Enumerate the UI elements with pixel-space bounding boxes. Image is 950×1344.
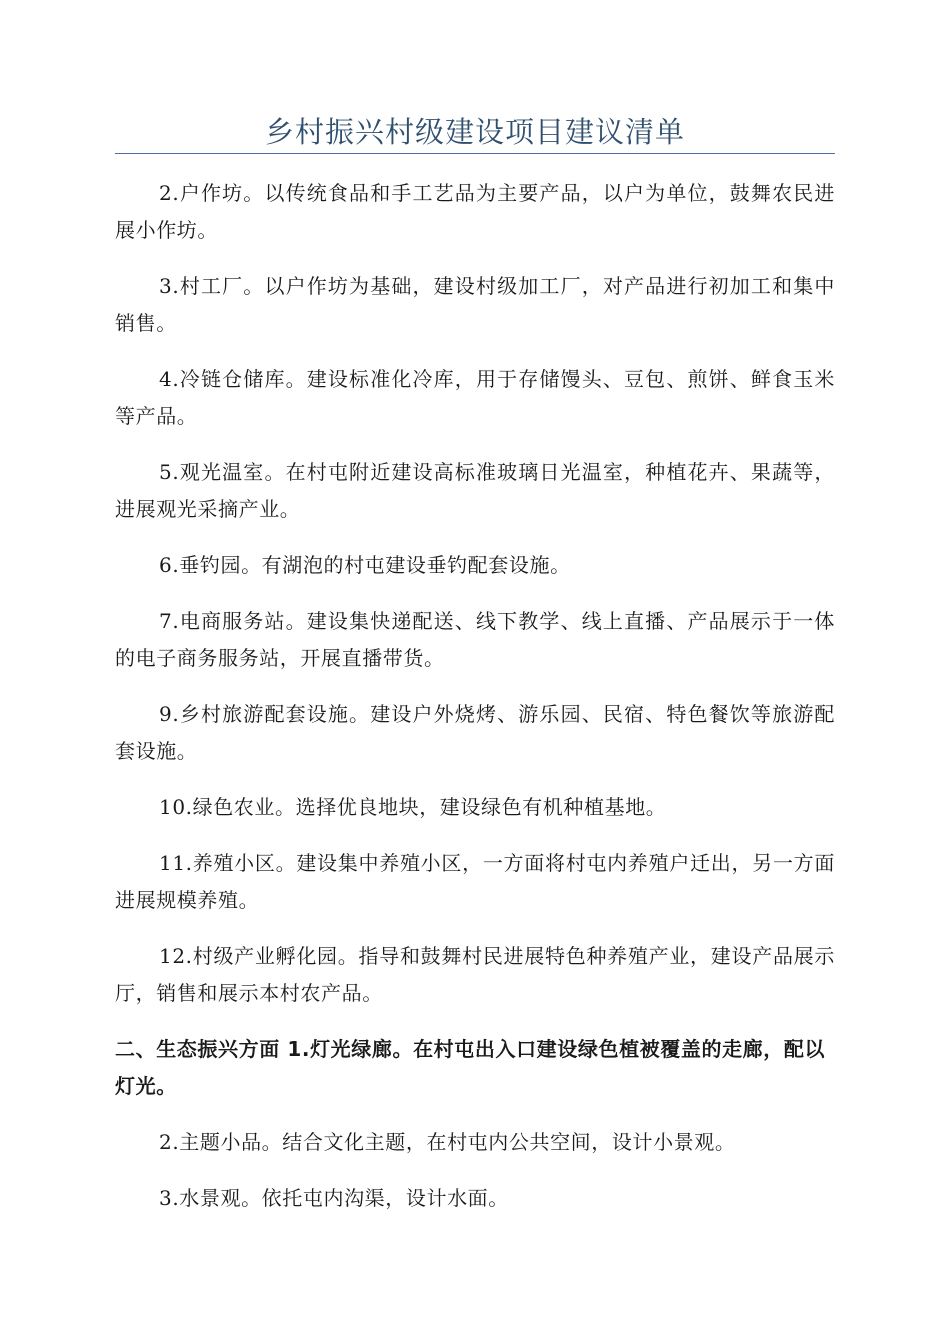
paragraph-item-2: 2.户作坊。以传统食品和手工艺品为主要产品，以户为单位，鼓舞农民进展小作坊。 (115, 181, 835, 242)
paragraph-item-10: 10.绿色农业。选择优良地块，建设绿色有机种植基地。 (159, 795, 667, 819)
document-body (115, 175, 835, 1236)
paragraph-item-5: 5.观光温室。在村屯附近建设高标准玻璃日光温室，种植花卉、果蔬等，进展观光采摘产业。 (115, 460, 835, 521)
paragraph-item-7: 7.电商服务站。建设集快递配送、线下教学、线上直播、产品展示于一体的电子商务服务站，开展直播带货。 (115, 609, 835, 670)
section-paragraph-2: 2.主题小品。结合文化主题，在村屯内公共空间，设计小景观。 (159, 1130, 736, 1154)
paragraph-item-9: 9.乡村旅游配套设施。建设户外烧烤、游乐园、民宿、特色餐饮等旅游配套设施。 (115, 702, 835, 763)
section-paragraph-3: 3.水景观。依托屯内沟渠，设计水面。 (159, 1186, 509, 1210)
paragraph-item-4: 4.冷链仓储库。建设标准化冷库，用于存储馒头、豆包、煎饼、鲜食玉米等产品。 (115, 367, 835, 428)
paragraph-item-6: 6.垂钓园。有湖泡的村屯建设垂钓配套设施。 (159, 553, 571, 577)
document-title: 乡村振兴村级建设项目建议清单 (264, 115, 685, 149)
paragraph-item-11: 11.养殖小区。建设集中养殖小区，一方面将村屯内养殖户迁出，另一方面进展规模养殖。 (115, 851, 835, 912)
paragraph-item-3: 3.村工厂。以户作坊为基础，建设村级加工厂，对产品进行初加工和集中销售。 (115, 274, 835, 335)
paragraph-item-12: 12.村级产业孵化园。指导和鼓舞村民进展特色种养殖产业，建设产品展示厅，销售和展示本村农产品。 (115, 944, 835, 1005)
section-heading: 二、生态振兴方面 1.灯光绿廊。在村屯出入口建设绿色植被覆盖的走廊，配以灯光。 (115, 1037, 826, 1098)
title-underline (115, 153, 835, 154)
